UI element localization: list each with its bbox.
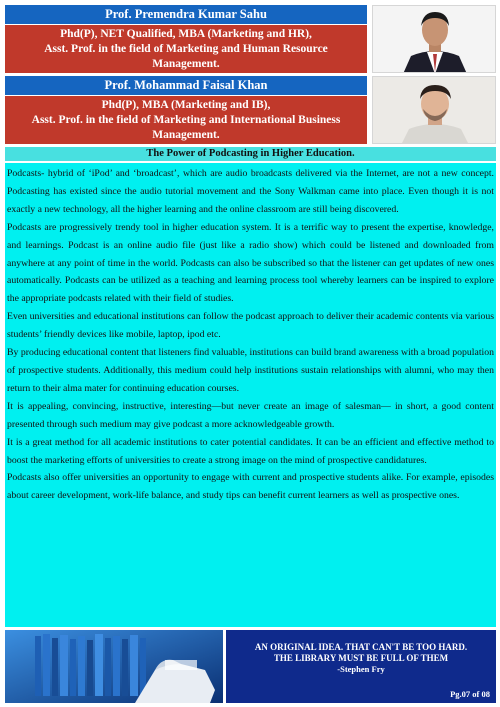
author-1-position: Asst. Prof. in the field of Marketing and Human Resource Management.: [44, 42, 328, 70]
quote-attribution: -Stephen Fry: [337, 664, 385, 674]
page-number: Pg.07 of 08: [450, 689, 490, 699]
article-paragraph: Even universities and educational institutions can follow the podcast approach to deliver their academic contents via various students’ friendly devices like mobile, laptop, ipod etc.: [7, 311, 494, 341]
article-paragraph: By producing educational content that listeners find valuable, institutions can build brand awareness with a broad population of prospective students. Additionally, this medium could help institutions sustain relationships with alumni, who may then return to their alma mater for continuing education courses.: [7, 347, 494, 394]
author-1-credentials: [5, 25, 367, 73]
article-paragraph: Podcasts also offer universities an opportunity to engage with current and prospective students alike. For example, episodes about career development, work-life balance, and study tips can benefit current learners as well as prospective ones.: [7, 472, 494, 502]
author-2-position: Asst. Prof. in the field of Marketing and International Business Management.: [31, 113, 341, 141]
author-2-degrees: Phd(P), MBA (Marketing and IB),: [101, 98, 271, 111]
author-2-name: Prof. Mohammad Faisal Khan: [5, 76, 367, 95]
author-1-portrait-icon: [373, 6, 496, 73]
quote-box: [226, 630, 496, 703]
author-2-photo: [372, 76, 496, 144]
article-title: The Power of Podcasting in Higher Education.: [5, 147, 496, 161]
article-body: [5, 163, 496, 627]
article-paragraph: Podcasts- hybrid of ‘iPod’ and ‘broadcast’, which are audio broadcasts delivered via the Internet, are not a new concept. Podcasting has existed since the audio tutorial movement and the Sony Walkman came into place. Even though it is not exactly a new technology, all the higher learning and the online classroom are still being discovered.: [7, 168, 494, 215]
article-paragraph: Podcasts are progressively trendy tool in higher education system. It is a terrific way to present the expertise, knowledge, and learnings. Podcast is an online audio file (just like a radio show) which could be listened and downloaded from anywhere at any point of time in the world. Podcasts can also be subscribed so that the listener can get updates of new ones automatically. Podcasts can be utilized as a teaching and learning process tool whereby learners can be inspired to explore the appropriate podcasts related with their field of studies.: [7, 221, 494, 305]
quote-line-2: THE LIBRARY MUST BE FULL OF THEM: [273, 653, 449, 663]
quote-line-1: AN ORIGINAL IDEA. THAT CAN'T BE TOO HARD.: [254, 642, 468, 652]
author-2-credentials: [5, 96, 367, 144]
article-paragraph: It is a great method for all academic institutions to cater potential candidates. It can be an efficient and effective method to boost the marketing efforts of universities to create a strong image on the mind of prospective candidatures.: [7, 436, 494, 466]
article-paragraph: It is appealing, convincing, instructive, interesting—but never create an image of salesman— in short, a good content presented through such medium may give podcast a more acknowledgeable growth.: [7, 400, 494, 430]
author-1-photo: [372, 5, 496, 73]
author-1-name: Prof. Premendra Kumar Sahu: [5, 5, 367, 24]
author-1-degrees: Phd(P), NET Qualified, MBA (Marketing and HR),: [60, 27, 312, 40]
footer-library-image: [5, 630, 223, 703]
books-hand-icon: [5, 630, 223, 703]
author-2-portrait-icon: [373, 77, 496, 144]
